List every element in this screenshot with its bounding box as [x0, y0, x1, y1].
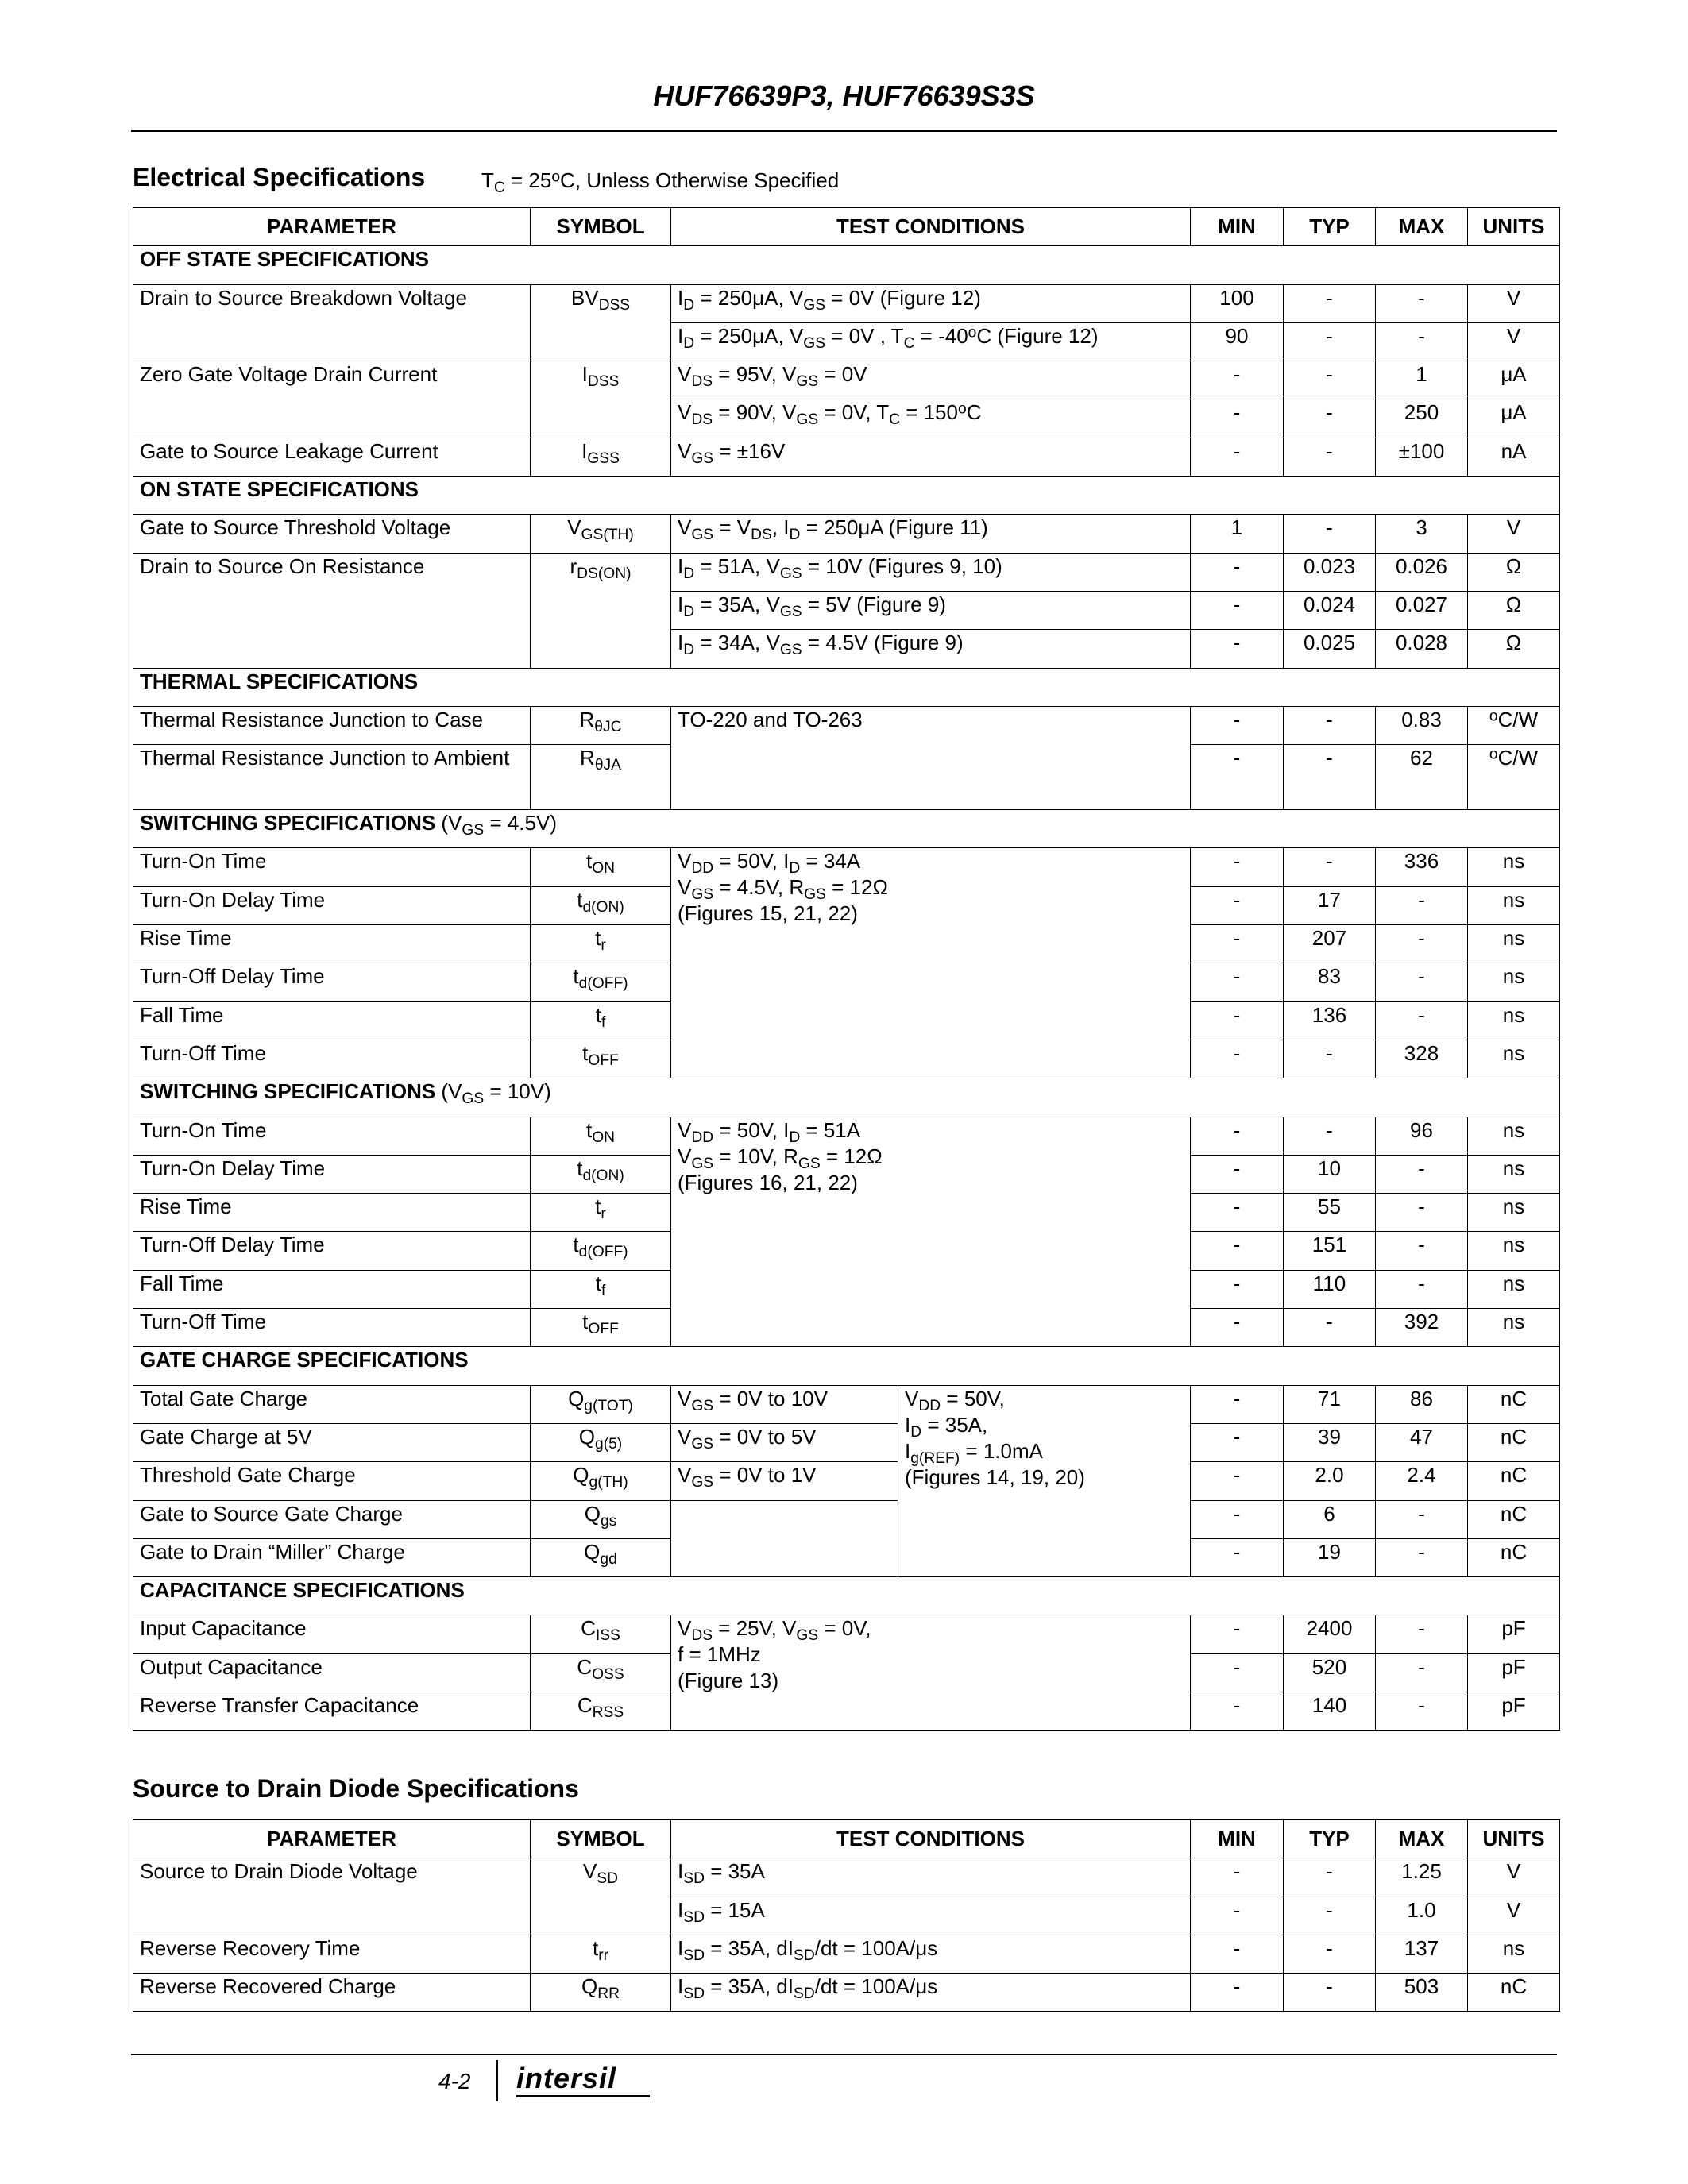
symbol-cell: $t_r$ [531, 925, 671, 963]
typ-cell: - [1284, 706, 1376, 744]
symbol-cell: $t_{d(ON)}$ [531, 886, 671, 924]
units-cell: V [1468, 1858, 1560, 1897]
col-units-header: UNITS [1468, 1820, 1560, 1858]
electrical-specifications-table [133, 207, 1560, 1731]
min-cell: - [1191, 1692, 1284, 1730]
min-cell: - [1191, 886, 1284, 924]
symbol-cell: $t_r$ [531, 1194, 671, 1232]
min-cell: 100 [1191, 284, 1284, 322]
param-cell: Fall Time [133, 1270, 531, 1308]
diode-specifications-table [133, 1819, 1560, 2012]
condition-cell: $V_{GS} = 0V$ to 5V [671, 1423, 898, 1461]
param-cell: Drain to Source Breakdown Voltage [133, 284, 531, 361]
symbol-cell: $C_{ISS}$ [531, 1615, 671, 1653]
condition-cell: $I_D = 250\mu A$, $V_{GS} = 0V$ , $T_C = -40^oC$ (Figure 12) [671, 322, 1191, 361]
units-cell: pF [1468, 1615, 1560, 1653]
table-row [133, 1615, 1560, 1653]
symbol-cell: $t_{d(OFF)}$ [531, 963, 671, 1001]
condition-cell: $V_{DS} = 90V$, $V_{GS} = 0V$, $T_C = 150^oC$ [671, 399, 1191, 438]
units-cell: μA [1468, 399, 1560, 438]
table-row [133, 1423, 1560, 1461]
table-row [133, 848, 1560, 886]
param-cell: Gate to Source Threshold Voltage [133, 515, 531, 553]
units-cell: V [1468, 284, 1560, 322]
logo-underline [516, 2095, 650, 2097]
max-cell: 0.028 [1376, 630, 1468, 668]
units-cell: V [1468, 515, 1560, 553]
units-cell: nA [1468, 438, 1560, 476]
symbol-cell: $V_{SD}$ [531, 1858, 671, 1935]
page-header-title: HUF76639P3, HUF76639S3S [653, 79, 1035, 112]
units-cell: ns [1468, 963, 1560, 1001]
max-cell: 47 [1376, 1423, 1468, 1461]
table-row [133, 553, 1560, 591]
units-cell: ns [1468, 1117, 1560, 1155]
min-cell: - [1191, 1974, 1284, 2012]
typ-cell: - [1284, 515, 1376, 553]
symbol-cell: $r_{DS(ON)}$ [531, 553, 671, 668]
min-cell: 90 [1191, 322, 1284, 361]
table-row [133, 284, 1560, 322]
symbol-cell: $R_{\theta JA}$ [531, 745, 671, 810]
typ-cell: 17 [1284, 886, 1376, 924]
col-units-header: UNITS [1468, 208, 1560, 246]
typ-cell: - [1284, 1040, 1376, 1078]
units-cell: nC [1468, 1462, 1560, 1500]
max-cell: 1.25 [1376, 1858, 1468, 1897]
param-cell: Thermal Resistance Junction to Ambient [133, 745, 531, 810]
units-cell: ns [1468, 1270, 1560, 1308]
electrical-specs-heading: Electrical Specifications [133, 163, 426, 191]
condition-cell: $I_D = 250\mu A$, $V_{GS} = 0V$ (Figure 12) [671, 284, 1191, 322]
max-cell: - [1376, 1194, 1468, 1232]
section-row-switching-10v [133, 1078, 1560, 1117]
typ-cell: - [1284, 1897, 1376, 1935]
condition-cell: $V_{GS} = \pm 16V$ [671, 438, 1191, 476]
max-cell: 0.027 [1376, 591, 1468, 629]
typ-cell: - [1284, 322, 1376, 361]
min-cell: - [1191, 1935, 1284, 1973]
max-cell: - [1376, 1500, 1468, 1538]
param-cell: Turn-Off Time [133, 1309, 531, 1347]
symbol-cell: $t_{d(ON)}$ [531, 1155, 671, 1193]
symbol-cell: $t_{d(OFF)}$ [531, 1232, 671, 1270]
col-parameter-header: PARAMETER [133, 1820, 531, 1858]
section-label: CAPACITANCE SPECIFICATIONS [133, 1577, 1560, 1615]
header-rule [131, 130, 1557, 132]
condition-cell: $I_{SD} = 35A$ [671, 1858, 1191, 1897]
units-cell: pF [1468, 1692, 1560, 1730]
param-cell: Turn-Off Delay Time [133, 963, 531, 1001]
table-row [133, 1858, 1560, 1897]
col-symbol-header: SYMBOL [531, 1820, 671, 1858]
param-cell: Turn-On Delay Time [133, 886, 531, 924]
typ-cell: 55 [1284, 1194, 1376, 1232]
col-test-conditions-header: TEST CONDITIONS [671, 1820, 1191, 1858]
typ-cell: 10 [1284, 1155, 1376, 1193]
min-cell: - [1191, 1615, 1284, 1653]
symbol-cell: $t_{OFF}$ [531, 1040, 671, 1078]
min-cell: - [1191, 706, 1284, 744]
diode-specs-heading: Source to Drain Diode Specifications [133, 1774, 579, 1803]
symbol-cell: $Q_{RR}$ [531, 1974, 671, 2012]
param-cell: Gate to Drain “Miller” Charge [133, 1538, 531, 1576]
param-cell: Gate Charge at 5V [133, 1423, 531, 1461]
typ-cell: - [1284, 399, 1376, 438]
max-cell: 86 [1376, 1385, 1468, 1423]
max-cell: - [1376, 925, 1468, 963]
typ-cell: - [1284, 1117, 1376, 1155]
max-cell: 250 [1376, 399, 1468, 438]
condition-cell: $I_D = 34A$, $V_{GS} = 4.5V$ (Figure 9) [671, 630, 1191, 668]
typ-cell: - [1284, 438, 1376, 476]
condition-cell: $V_{DD} = 50V$, $I_D = 51A$ $V_{GS} = 10V$, $R_{GS} = 12\Omega$ (Figures 16, 21, 22) [671, 1117, 1191, 1347]
table-row [133, 438, 1560, 476]
max-cell: 137 [1376, 1935, 1468, 1973]
units-cell: Ω [1468, 630, 1560, 668]
table-row [133, 1935, 1560, 1973]
max-cell: 3 [1376, 515, 1468, 553]
min-cell: - [1191, 963, 1284, 1001]
param-cell: Reverse Recovered Charge [133, 1974, 531, 2012]
col-min-header: MIN [1191, 1820, 1284, 1858]
units-cell: $^o$C/W [1468, 745, 1560, 810]
col-typ-header: TYP [1284, 1820, 1376, 1858]
section-label: SWITCHING SPECIFICATIONS $(V_{GS} = 4.5V)$ [133, 810, 1560, 848]
min-cell: - [1191, 1001, 1284, 1040]
condition-cell: TO-220 and TO-263 [671, 706, 1191, 809]
symbol-cell: $t_f$ [531, 1270, 671, 1308]
param-cell: Fall Time [133, 1001, 531, 1040]
symbol-cell: $t_f$ [531, 1001, 671, 1040]
min-cell: - [1191, 399, 1284, 438]
units-cell: V [1468, 322, 1560, 361]
section-row-on-state [133, 477, 1560, 515]
section-label: SWITCHING SPECIFICATIONS $(V_{GS} = 10V)$ [133, 1078, 1560, 1117]
condition-cell: $I_{SD} = 15A$ [671, 1897, 1191, 1935]
max-cell: - [1376, 963, 1468, 1001]
typ-cell: - [1284, 284, 1376, 322]
symbol-cell: $Q_{g(TOT)}$ [531, 1385, 671, 1423]
table-row [133, 1117, 1560, 1155]
condition-cell: $V_{DD} = 50V$, $I_D = 34A$ $V_{GS} = 4.5V$, $R_{GS} = 12\Omega$ (Figures 15, 21, 22) [671, 848, 1191, 1078]
condition-cell-common: $V_{DD} = 50V$, $I_D = 35A$, $I_{g(REF)} = 1.0mA$ (Figures 14, 19, 20) [898, 1385, 1191, 1576]
param-cell: Turn-Off Delay Time [133, 1232, 531, 1270]
condition-cell: $V_{DS} = 95V$, $V_{GS} = 0V$ [671, 361, 1191, 399]
units-cell: nC [1468, 1500, 1560, 1538]
symbol-cell: $Q_{g(TH)}$ [531, 1462, 671, 1500]
min-cell: - [1191, 1858, 1284, 1897]
min-cell: - [1191, 848, 1284, 886]
units-cell: ns [1468, 925, 1560, 963]
typ-cell: 520 [1284, 1653, 1376, 1692]
min-cell: - [1191, 591, 1284, 629]
max-cell: - [1376, 1232, 1468, 1270]
max-cell: - [1376, 1538, 1468, 1576]
units-cell: ns [1468, 886, 1560, 924]
units-cell: Ω [1468, 591, 1560, 629]
max-cell: - [1376, 1653, 1468, 1692]
symbol-cell: $R_{\theta JC}$ [531, 706, 671, 744]
typ-cell: - [1284, 1309, 1376, 1347]
min-cell: - [1191, 1423, 1284, 1461]
typ-cell: 0.025 [1284, 630, 1376, 668]
condition-cell: $V_{GS} = 0V$ to 10V [671, 1385, 898, 1423]
intersil-logo: intersil [516, 2062, 617, 2094]
units-cell: ns [1468, 848, 1560, 886]
symbol-cell: $V_{GS(TH)}$ [531, 515, 671, 553]
min-cell: - [1191, 438, 1284, 476]
min-cell: - [1191, 745, 1284, 810]
units-cell: nC [1468, 1385, 1560, 1423]
param-cell: Gate to Source Gate Charge [133, 1500, 531, 1538]
symbol-cell: $t_{OFF}$ [531, 1309, 671, 1347]
electrical-specs-note: $T_C = 25^oC$, Unless Otherwise Specified [481, 168, 840, 197]
col-max-header: MAX [1376, 208, 1468, 246]
symbol-cell: $Q_{gs}$ [531, 1500, 671, 1538]
section-label: GATE CHARGE SPECIFICATIONS [133, 1347, 1560, 1385]
condition-cell: $I_{SD} = 35A$, $dI_{SD}/dt = 100A/\mu s$ [671, 1935, 1191, 1973]
min-cell: - [1191, 361, 1284, 399]
param-cell: Thermal Resistance Junction to Case [133, 706, 531, 744]
condition-cell-empty [671, 1500, 898, 1577]
units-cell: ns [1468, 1232, 1560, 1270]
units-cell: ns [1468, 1194, 1560, 1232]
min-cell: - [1191, 1040, 1284, 1078]
min-cell: - [1191, 1462, 1284, 1500]
units-cell: nC [1468, 1538, 1560, 1576]
col-test-conditions-header: TEST CONDITIONS [671, 208, 1191, 246]
param-cell: Turn-On Time [133, 848, 531, 886]
max-cell: 0.026 [1376, 553, 1468, 591]
param-cell: Zero Gate Voltage Drain Current [133, 361, 531, 438]
min-cell: - [1191, 553, 1284, 591]
units-cell: ns [1468, 1001, 1560, 1040]
typ-cell: - [1284, 361, 1376, 399]
max-cell: 0.83 [1376, 706, 1468, 744]
units-cell: μA [1468, 361, 1560, 399]
typ-cell: 2400 [1284, 1615, 1376, 1653]
typ-cell: 0.024 [1284, 591, 1376, 629]
typ-cell: 110 [1284, 1270, 1376, 1308]
max-cell: 62 [1376, 745, 1468, 810]
symbol-cell: $BV_{DSS}$ [531, 284, 671, 361]
param-cell: Output Capacitance [133, 1653, 531, 1692]
units-cell: $^o$C/W [1468, 706, 1560, 744]
typ-cell: 19 [1284, 1538, 1376, 1576]
units-cell: nC [1468, 1974, 1560, 2012]
page-number: 4-2 [438, 2069, 471, 2093]
col-parameter-header: PARAMETER [133, 208, 531, 246]
param-cell: Rise Time [133, 925, 531, 963]
min-cell: - [1191, 630, 1284, 668]
param-cell: Turn-On Time [133, 1117, 531, 1155]
typ-cell: 151 [1284, 1232, 1376, 1270]
param-cell: Drain to Source On Resistance [133, 553, 531, 668]
min-cell: - [1191, 925, 1284, 963]
min-cell: - [1191, 1155, 1284, 1193]
max-cell: 328 [1376, 1040, 1468, 1078]
max-cell: - [1376, 1270, 1468, 1308]
section-row-thermal [133, 668, 1560, 706]
footer-divider [496, 2060, 498, 2101]
table-row [133, 1500, 1560, 1538]
symbol-cell: $I_{DSS}$ [531, 361, 671, 438]
max-cell: - [1376, 284, 1468, 322]
table-row [133, 361, 1560, 399]
section-row-gate-charge [133, 1347, 1560, 1385]
units-cell: nC [1468, 1423, 1560, 1461]
param-cell: Threshold Gate Charge [133, 1462, 531, 1500]
table-header-row [133, 1820, 1560, 1858]
max-cell: - [1376, 1001, 1468, 1040]
typ-cell: 136 [1284, 1001, 1376, 1040]
min-cell: 1 [1191, 515, 1284, 553]
symbol-cell: $t_{rr}$ [531, 1935, 671, 1973]
param-cell: Reverse Recovery Time [133, 1935, 531, 1973]
table-row [133, 1462, 1560, 1500]
param-cell: Source to Drain Diode Voltage [133, 1858, 531, 1935]
min-cell: - [1191, 1270, 1284, 1308]
min-cell: - [1191, 1897, 1284, 1935]
units-cell: Ω [1468, 553, 1560, 591]
max-cell: 96 [1376, 1117, 1468, 1155]
units-cell: V [1468, 1897, 1560, 1935]
typ-cell: 83 [1284, 963, 1376, 1001]
col-max-header: MAX [1376, 1820, 1468, 1858]
typ-cell: 0.023 [1284, 553, 1376, 591]
table-header-row [133, 208, 1560, 246]
typ-cell: - [1284, 1935, 1376, 1973]
min-cell: - [1191, 1232, 1284, 1270]
condition-cell: $V_{DS} = 25V$, $V_{GS} = 0V$, f = 1MHz (Figure 13) [671, 1615, 1191, 1731]
typ-cell: 71 [1284, 1385, 1376, 1423]
col-min-header: MIN [1191, 208, 1284, 246]
units-cell: ns [1468, 1155, 1560, 1193]
table-row [133, 706, 1560, 744]
param-cell: Rise Time [133, 1194, 531, 1232]
min-cell: - [1191, 1538, 1284, 1576]
symbol-cell: $t_{ON}$ [531, 848, 671, 886]
condition-cell: $I_D = 35A$, $V_{GS} = 5V$ (Figure 9) [671, 591, 1191, 629]
max-cell: 2.4 [1376, 1462, 1468, 1500]
min-cell: - [1191, 1117, 1284, 1155]
typ-cell: - [1284, 848, 1376, 886]
condition-cell: $V_{GS} = V_{DS}$, $I_D = 250\mu A$ (Figure 11) [671, 515, 1191, 553]
condition-cell: $V_{GS} = 0V$ to 1V [671, 1462, 898, 1500]
condition-cell: $I_D = 51A$, $V_{GS} = 10V$ (Figures 9, 10) [671, 553, 1191, 591]
units-cell: ns [1468, 1040, 1560, 1078]
max-cell: 1 [1376, 361, 1468, 399]
max-cell: - [1376, 322, 1468, 361]
param-cell: Input Capacitance [133, 1615, 531, 1653]
max-cell: 1.0 [1376, 1897, 1468, 1935]
max-cell: 503 [1376, 1974, 1468, 2012]
typ-cell: 140 [1284, 1692, 1376, 1730]
max-cell: ±100 [1376, 438, 1468, 476]
max-cell: - [1376, 1155, 1468, 1193]
section-label: OFF STATE SPECIFICATIONS [133, 246, 1560, 284]
param-cell: Gate to Source Leakage Current [133, 438, 531, 476]
units-cell: ns [1468, 1309, 1560, 1347]
symbol-cell: $t_{ON}$ [531, 1117, 671, 1155]
symbol-cell: $C_{RSS}$ [531, 1692, 671, 1730]
symbol-cell: $C_{OSS}$ [531, 1653, 671, 1692]
min-cell: - [1191, 1385, 1284, 1423]
param-cell: Total Gate Charge [133, 1385, 531, 1423]
symbol-cell: $Q_{g(5)}$ [531, 1423, 671, 1461]
footer-rule [131, 2054, 1557, 2055]
typ-cell: - [1284, 1974, 1376, 2012]
section-row-capacitance [133, 1577, 1560, 1615]
units-cell: pF [1468, 1653, 1560, 1692]
table-row [133, 515, 1560, 553]
table-row [133, 1974, 1560, 2012]
section-row-switching-4-5v [133, 810, 1560, 848]
col-typ-header: TYP [1284, 208, 1376, 246]
symbol-cell: $I_{GSS}$ [531, 438, 671, 476]
param-cell: Turn-Off Time [133, 1040, 531, 1078]
col-symbol-header: SYMBOL [531, 208, 671, 246]
max-cell: - [1376, 1692, 1468, 1730]
typ-cell: 39 [1284, 1423, 1376, 1461]
max-cell: - [1376, 1615, 1468, 1653]
section-row-off-state [133, 246, 1560, 284]
min-cell: - [1191, 1194, 1284, 1232]
param-cell: Turn-On Delay Time [133, 1155, 531, 1193]
min-cell: - [1191, 1500, 1284, 1538]
typ-cell: - [1284, 745, 1376, 810]
condition-cell: $I_{SD} = 35A$, $dI_{SD}/dt = 100A/\mu s$ [671, 1974, 1191, 2012]
max-cell: - [1376, 886, 1468, 924]
typ-cell: 207 [1284, 925, 1376, 963]
typ-cell: 6 [1284, 1500, 1376, 1538]
param-cell: Reverse Transfer Capacitance [133, 1692, 531, 1730]
table-row [133, 1385, 1560, 1423]
max-cell: 336 [1376, 848, 1468, 886]
typ-cell: - [1284, 1858, 1376, 1897]
section-label: THERMAL SPECIFICATIONS [133, 668, 1560, 706]
max-cell: 392 [1376, 1309, 1468, 1347]
symbol-cell: $Q_{gd}$ [531, 1538, 671, 1576]
section-label: ON STATE SPECIFICATIONS [133, 477, 1560, 515]
min-cell: - [1191, 1309, 1284, 1347]
units-cell: ns [1468, 1935, 1560, 1973]
min-cell: - [1191, 1653, 1284, 1692]
typ-cell: 2.0 [1284, 1462, 1376, 1500]
